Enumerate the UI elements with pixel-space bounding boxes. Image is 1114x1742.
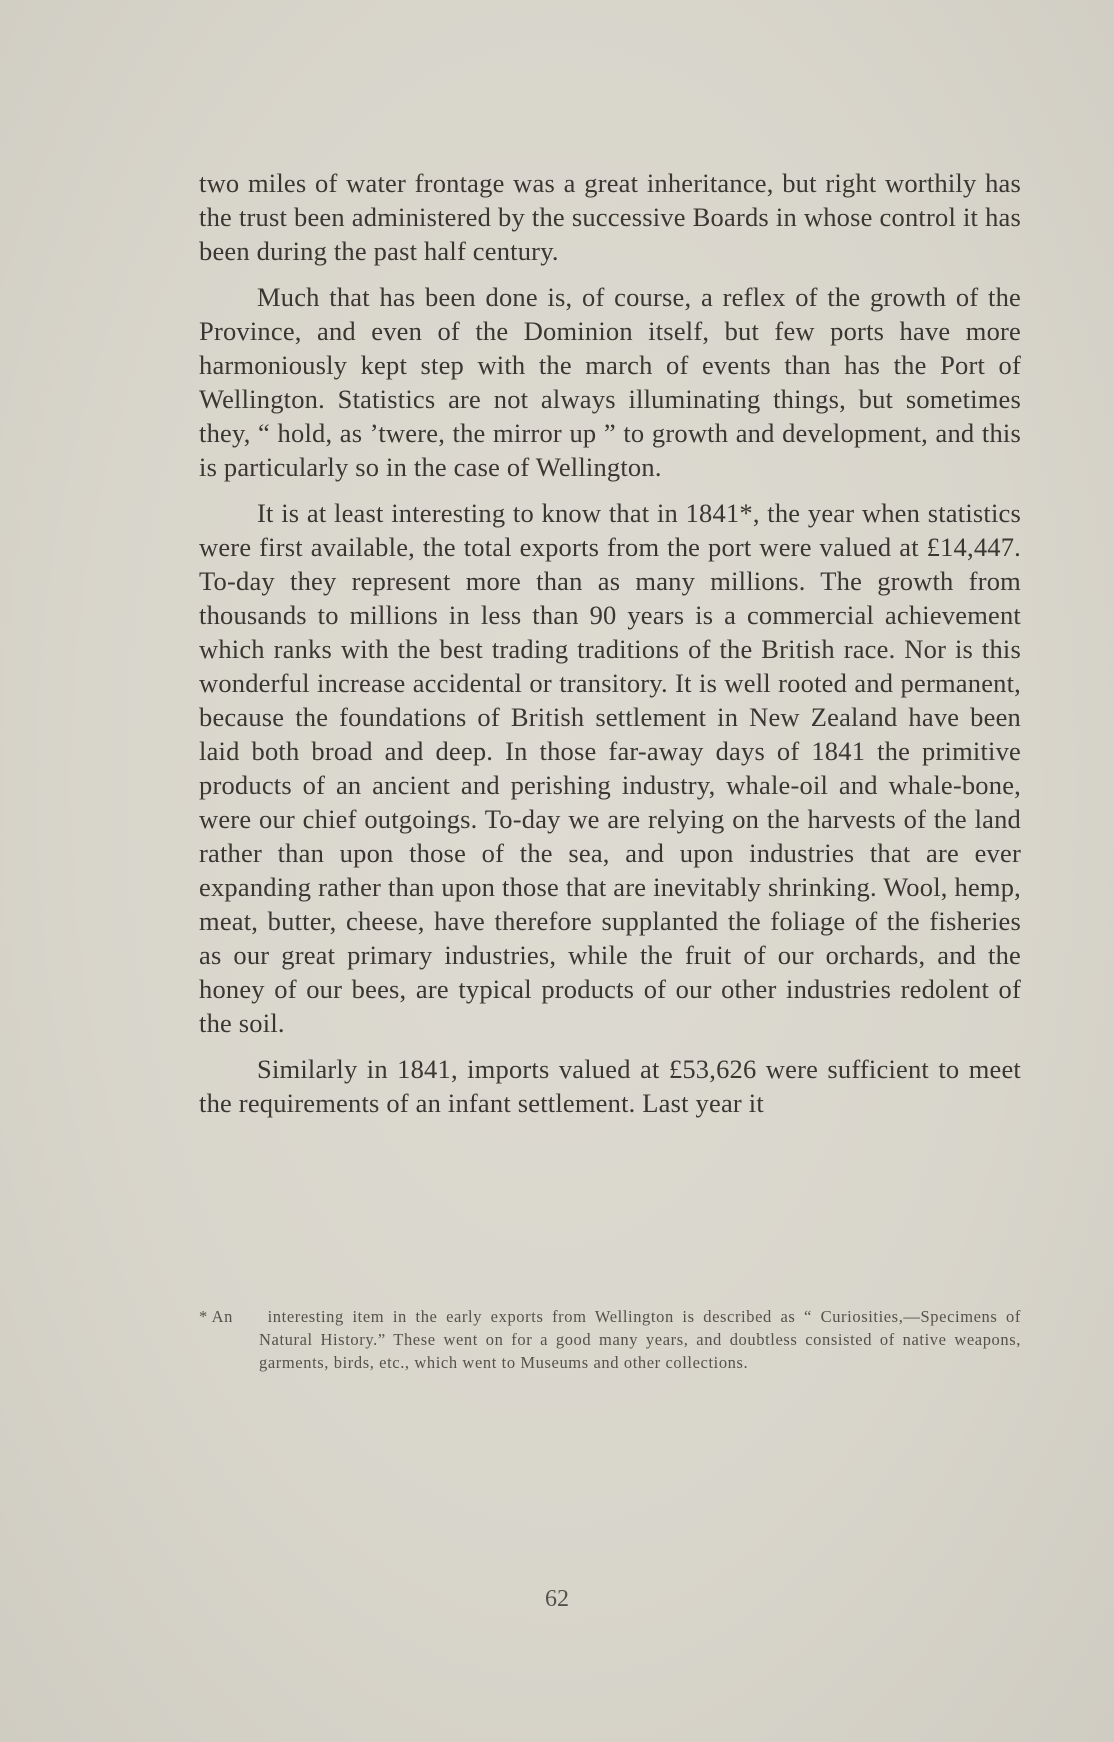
paragraph-2: Much that has been done is, of course, a reflex of the growth of the Province, and even of the Dominion itself, but few ports have more harmoniously kept step with the march of events than has the Port of Wellington. Statistics are not always illuminating things, but sometimes they, “ hold, as ’twere, the mirror up ” to growth and development, and this is particularly so in the case of Wellington. bbox=[199, 282, 1021, 482]
footnote-marker: * An bbox=[199, 1307, 234, 1326]
paragraph-1: two miles of water frontage was a great inheritance, but right worthily has the trust been administered by the successive Boards in whose control it has been during the past half century. bbox=[199, 168, 1021, 266]
body-text bbox=[199, 166, 1021, 1120]
footnote bbox=[199, 1305, 1021, 1374]
page-number: 62 bbox=[545, 1586, 569, 1612]
paragraph-4: Similarly in 1841, imports valued at £53,626 were sufficient to meet the requirements of an infant settlement. Last year it bbox=[199, 1054, 1021, 1118]
paragraph-3: It is at least interesting to know that in 1841*, the year when statistics were first available, the total exports from the port were valued at £14,447. To-day they represent more than as many millions. The growth from thousands to millions in less than 90 years is a commercial achievement which ranks with the best trading traditions of the British race. Nor is this wonderful increase accidental or transitory. It is well rooted and permanent, because the foundations of British settlement in New Zealand have been laid both broad and deep. In those far-away days of 1841 the primitive products of an ancient and perishing industry, whale-oil and whale-bone, were our chief outgoings. To-day we are relying on the harvests of the land rather than upon those of the sea, and upon industries that are ever expanding rather than upon those that are inevitably shrinking. Wool, hemp, meat, butter, cheese, have therefore supplanted the foliage of the fisheries as our great primary industries, while the fruit of our orchards, and the honey of our bees, are typical products of our other industries redolent of the soil. bbox=[199, 498, 1021, 1038]
footnote-text: interesting item in the early exports from Wellington is described as “ Curiosities,—Specimens of Natural History.” These went on for a good many years, and doubtless consisted of native weapons, garments, birds, etc., which went to Museums and other collections. bbox=[259, 1307, 1021, 1372]
